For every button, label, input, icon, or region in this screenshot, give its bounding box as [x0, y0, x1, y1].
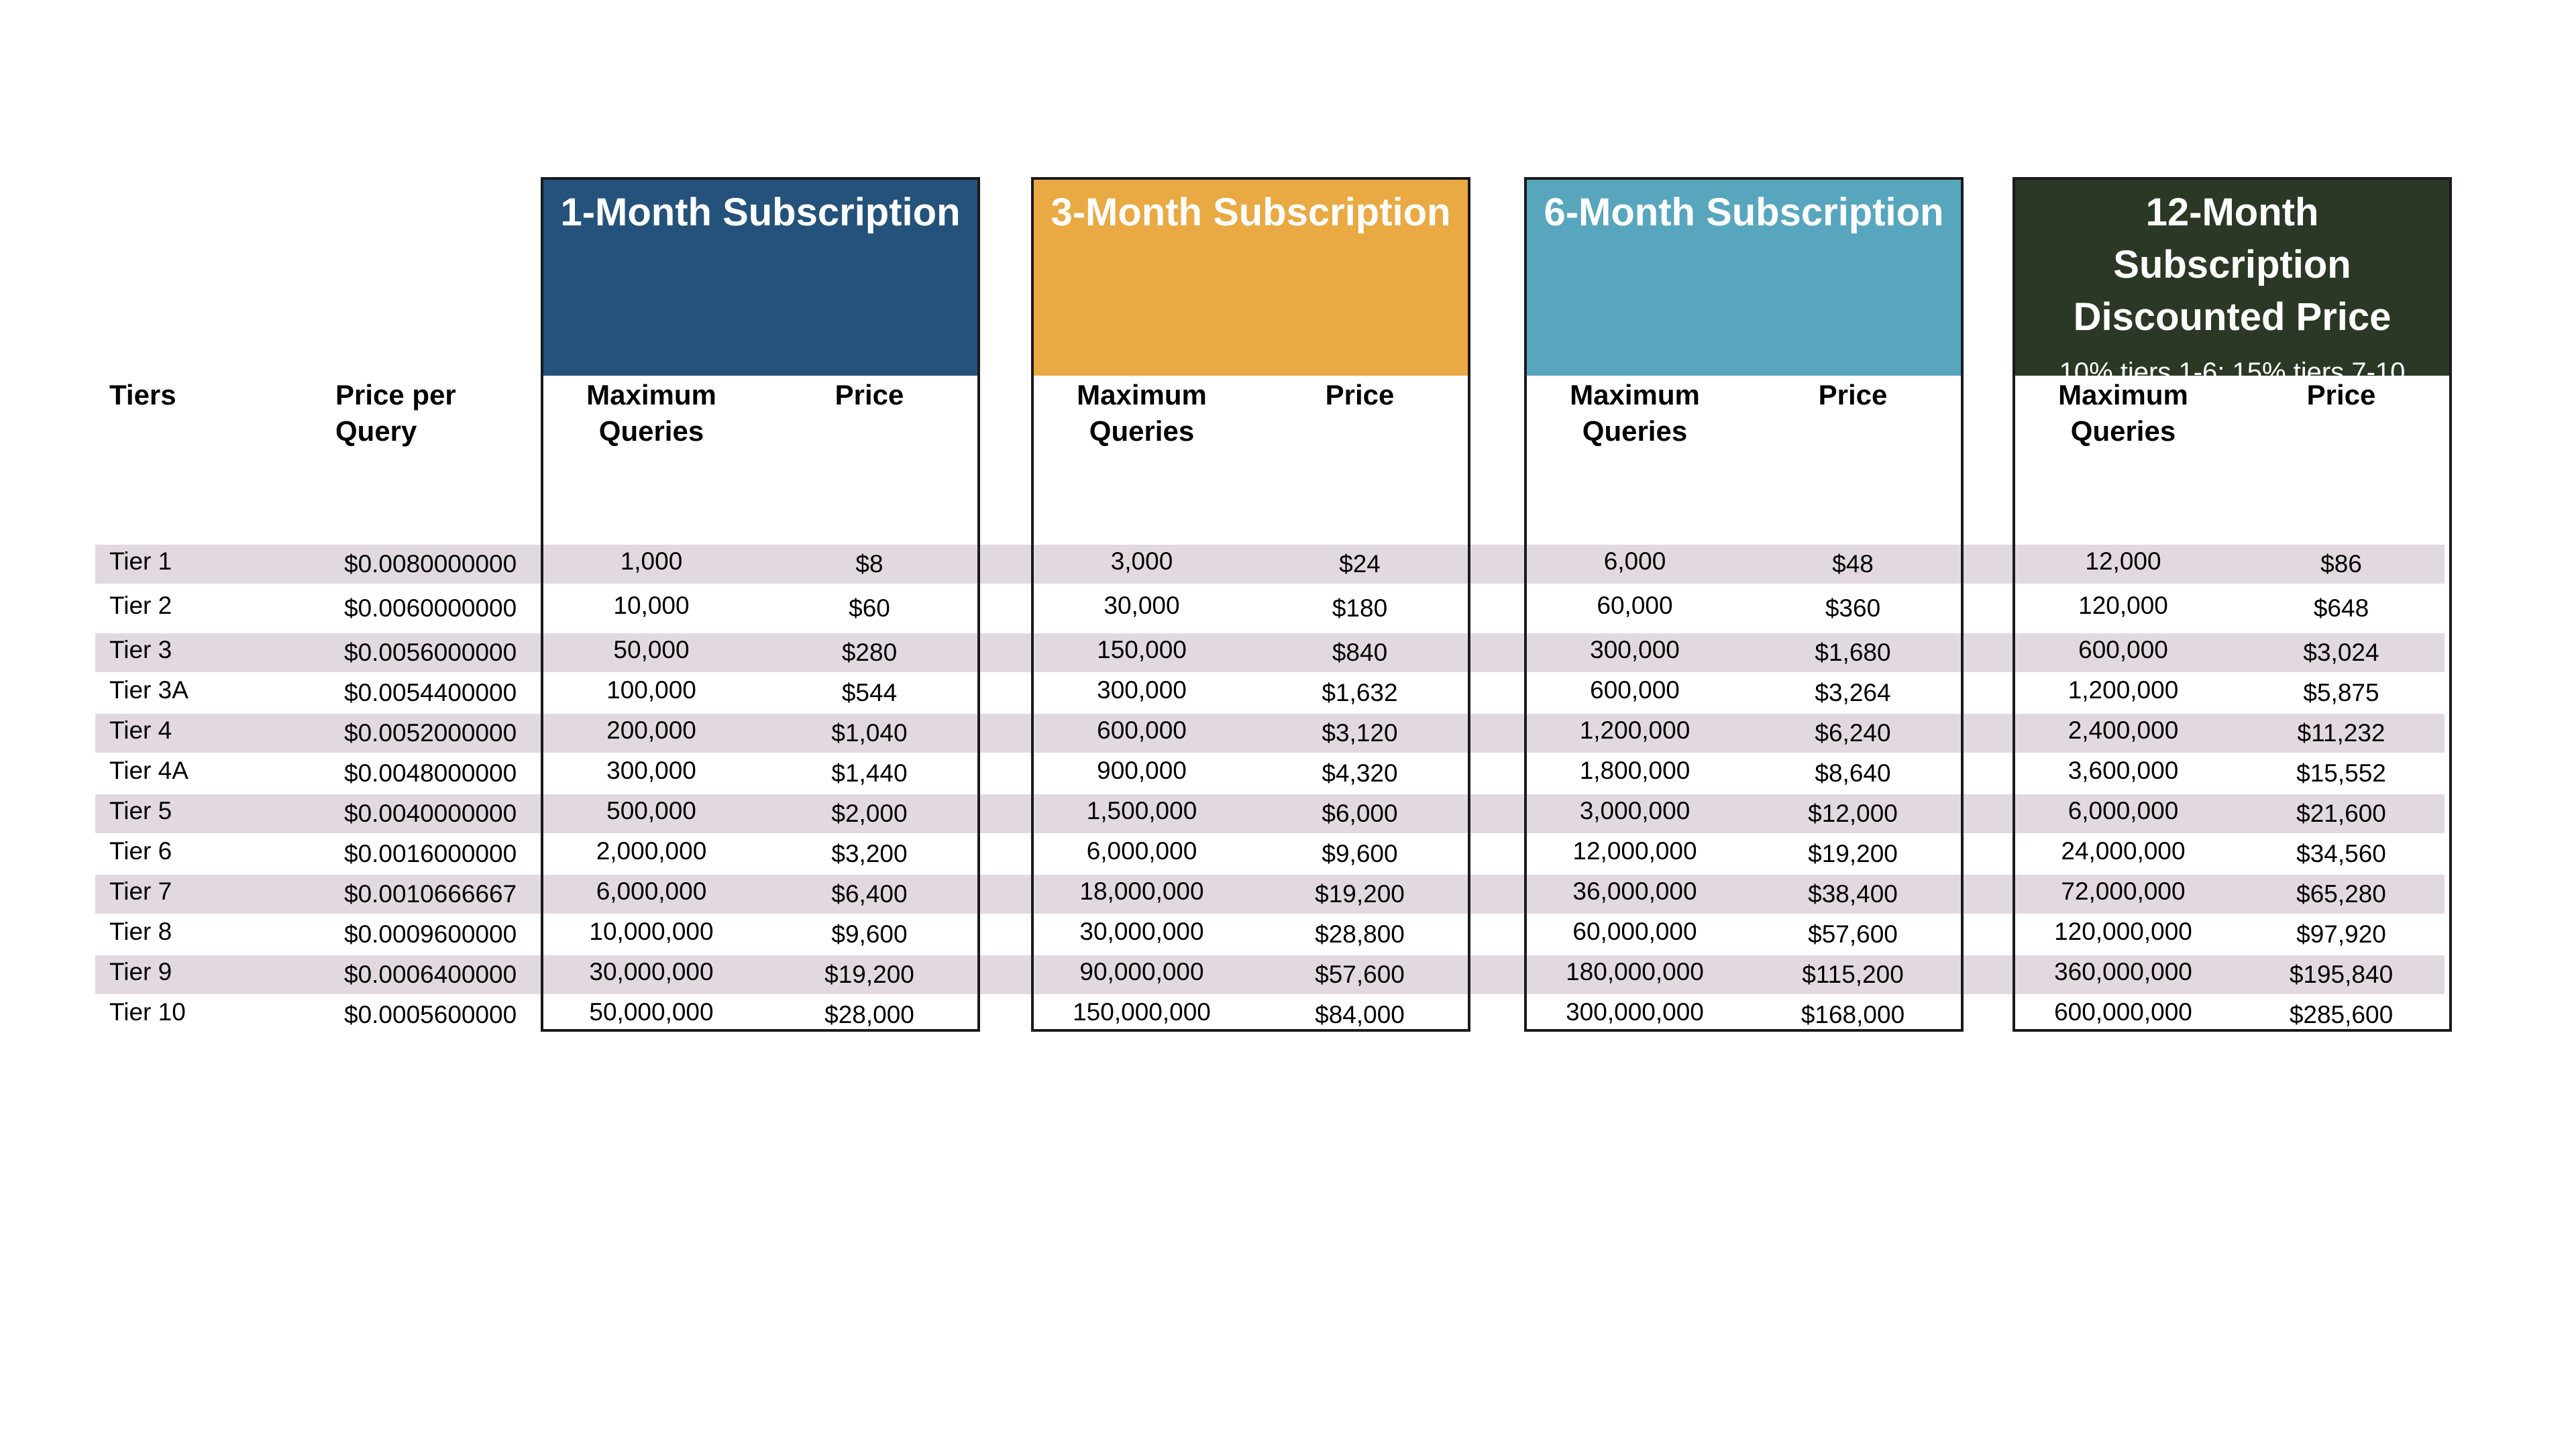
price-value: $84,000	[1315, 1001, 1405, 1028]
max-queries-value: 900,000	[1097, 757, 1187, 784]
price-value: $3,024	[2303, 639, 2379, 666]
price-per-query: $0.0054400000	[344, 679, 517, 706]
max-queries-value: 1,200,000	[2068, 676, 2179, 704]
price-per-query: $0.0010666667	[344, 880, 517, 908]
max-queries-value: 180,000,000	[1566, 958, 1704, 985]
tier-name: Tier 7	[109, 877, 172, 905]
price-value: $360	[1825, 594, 1881, 622]
max-queries-value: 150,000	[1097, 636, 1187, 663]
price-value: $840	[1332, 639, 1388, 666]
price-value: $48	[1832, 550, 1874, 578]
max-queries-value: 300,000	[1590, 636, 1680, 663]
header-price-per-query: Price per Query	[335, 379, 456, 447]
price-value: $65,280	[2296, 880, 2386, 908]
plan-subtitle: 10% tiers 1-6; 15% tiers 7-10	[2059, 358, 2406, 387]
tier-name: Tier 5	[109, 797, 172, 824]
max-queries-value: 6,000,000	[1086, 837, 1197, 865]
header-price: Price	[1325, 379, 1395, 411]
max-queries-value: 30,000,000	[589, 958, 714, 985]
price-per-query: $0.0056000000	[344, 639, 517, 666]
price-value: $86	[2320, 550, 2362, 578]
max-queries-value: 300,000,000	[1566, 998, 1704, 1026]
max-queries-value: 200,000	[606, 716, 696, 744]
plan-frame-1-month	[541, 177, 980, 1032]
price-value: $21,600	[2296, 800, 2386, 827]
price-value: $285,600	[2289, 1001, 2394, 1028]
header-max-queries: Maximum Queries	[1077, 379, 1207, 447]
max-queries-value: 300,000	[606, 757, 696, 784]
price-value: $8,640	[1815, 759, 1891, 787]
price-value: $3,120	[1322, 719, 1398, 747]
max-queries-value: 2,400,000	[2068, 716, 2179, 744]
price-value: $115,200	[1802, 961, 1904, 988]
max-queries-value: 3,000,000	[1579, 797, 1690, 824]
tier-name: Tier 4	[109, 716, 172, 744]
price-value: $9,600	[831, 920, 908, 948]
price-per-query: $0.0080000000	[344, 550, 517, 578]
price-value: $3,264	[1815, 679, 1891, 706]
max-queries-value: 600,000,000	[2054, 998, 2192, 1026]
max-queries-value: 72,000,000	[2061, 877, 2186, 905]
max-queries-value: 120,000	[2078, 592, 2168, 619]
max-queries-value: 60,000	[1597, 592, 1673, 619]
price-per-query: $0.0006400000	[344, 961, 517, 988]
max-queries-value: 100,000	[606, 676, 696, 704]
price-value: $28,000	[824, 1001, 914, 1028]
max-queries-value: 90,000,000	[1079, 958, 1204, 985]
price-per-query: $0.0040000000	[344, 800, 517, 827]
price-value: $19,200	[824, 961, 914, 988]
price-value: $648	[2313, 594, 2369, 622]
tier-name: Tier 3	[109, 636, 172, 663]
header-max-queries: Maximum Queries	[2058, 379, 2188, 447]
price-value: $544	[841, 679, 898, 706]
max-queries-value: 10,000	[613, 592, 690, 619]
price-value: $57,600	[1808, 920, 1898, 948]
max-queries-value: 6,000,000	[2068, 797, 2179, 824]
price-per-query: $0.0009600000	[344, 920, 517, 948]
plan-title: 3-Month Subscription	[1051, 191, 1451, 234]
max-queries-value: 6,000	[1603, 547, 1666, 575]
max-queries-value: 600,000	[1097, 716, 1187, 744]
max-queries-value: 10,000,000	[589, 918, 714, 945]
price-value: $6,000	[1322, 800, 1398, 827]
max-queries-value: 36,000,000	[1572, 877, 1697, 905]
price-value: $280	[841, 639, 898, 666]
price-value: $180	[1332, 594, 1388, 622]
price-value: $2,000	[831, 800, 908, 827]
header-price: Price	[1818, 379, 1888, 411]
max-queries-value: 30,000	[1104, 592, 1180, 619]
price-value: $11,232	[2297, 719, 2385, 747]
price-value: $57,600	[1315, 961, 1405, 988]
max-queries-value: 1,200,000	[1579, 716, 1690, 744]
max-queries-value: 1,500,000	[1086, 797, 1197, 824]
tier-name: Tier 8	[109, 918, 172, 945]
price-value: $97,920	[2296, 920, 2386, 948]
max-queries-value: 3,600,000	[2068, 757, 2179, 784]
tier-name: Tier 10	[109, 998, 186, 1026]
price-per-query: $0.0048000000	[344, 759, 517, 787]
max-queries-value: 1,800,000	[1579, 757, 1690, 784]
header-price: Price	[835, 379, 904, 411]
plan-title: 1-Month Subscription	[560, 191, 961, 234]
max-queries-value: 12,000,000	[1572, 837, 1697, 865]
max-queries-value: 24,000,000	[2061, 837, 2186, 865]
max-queries-value: 18,000,000	[1079, 877, 1204, 905]
price-value: $4,320	[1322, 759, 1398, 787]
price-value: $24	[1339, 550, 1381, 578]
price-value: $38,400	[1808, 880, 1898, 908]
price-value: $34,560	[2296, 840, 2386, 867]
price-value: $1,440	[831, 759, 908, 787]
tier-name: Tier 1	[109, 547, 172, 575]
plan-title: 6-Month Subscription	[1544, 191, 1944, 234]
max-queries-value: 12,000	[2085, 547, 2161, 575]
tier-name: Tier 9	[109, 958, 172, 985]
tier-name: Tier 6	[109, 837, 172, 865]
price-value: $1,040	[831, 719, 908, 747]
max-queries-value: 60,000,000	[1572, 918, 1697, 945]
max-queries-value: 30,000,000	[1079, 918, 1204, 945]
max-queries-value: 50,000,000	[589, 998, 714, 1026]
price-per-query: $0.0060000000	[344, 594, 517, 622]
header-max-queries: Maximum Queries	[586, 379, 716, 447]
price-value: $195,840	[2289, 961, 2394, 988]
price-value: $1,632	[1322, 679, 1398, 706]
price-per-query: $0.0016000000	[344, 840, 517, 867]
plan-title: 12-Month Subscription Discounted Price	[2073, 191, 2392, 339]
price-value: $19,200	[1808, 840, 1898, 867]
plan-frame-6-month	[1524, 177, 1964, 1032]
price-per-query: $0.0005600000	[344, 1001, 517, 1028]
price-value: $28,800	[1315, 920, 1405, 948]
price-value: $6,400	[831, 880, 908, 908]
price-value: $60	[849, 594, 890, 622]
max-queries-value: 3,000	[1110, 547, 1173, 575]
price-value: $15,552	[2296, 759, 2386, 787]
price-value: $1,680	[1815, 639, 1891, 666]
max-queries-value: 150,000,000	[1073, 998, 1211, 1026]
price-value: $5,875	[2303, 679, 2379, 706]
tier-name: Tier 2	[109, 592, 172, 619]
tier-name: Tier 4A	[109, 757, 189, 784]
header-max-queries: Maximum Queries	[1570, 379, 1700, 447]
price-value: $168,000	[1801, 1001, 1905, 1028]
header-price: Price	[2306, 379, 2376, 411]
price-value: $3,200	[831, 840, 908, 867]
plan-frame-3-month	[1031, 177, 1470, 1032]
price-value: $8	[855, 550, 883, 578]
max-queries-value: 50,000	[613, 636, 690, 663]
max-queries-value: 2,000,000	[596, 837, 707, 865]
plan-frame-12-month	[2012, 177, 2452, 1032]
price-value: $12,000	[1808, 800, 1898, 827]
max-queries-value: 1,000	[620, 547, 683, 575]
max-queries-value: 360,000,000	[2054, 958, 2192, 985]
max-queries-value: 500,000	[606, 797, 696, 824]
header-tiers: Tiers	[109, 379, 176, 411]
max-queries-value: 600,000	[2078, 636, 2168, 663]
max-queries-value: 120,000,000	[2054, 918, 2192, 945]
price-per-query: $0.0052000000	[344, 719, 517, 747]
max-queries-value: 6,000,000	[596, 877, 707, 905]
price-value: $19,200	[1315, 880, 1405, 908]
max-queries-value: 600,000	[1590, 676, 1680, 704]
tier-name: Tier 3A	[109, 676, 189, 704]
price-value: $9,600	[1322, 840, 1398, 867]
price-value: $6,240	[1815, 719, 1891, 747]
max-queries-value: 300,000	[1097, 676, 1187, 704]
